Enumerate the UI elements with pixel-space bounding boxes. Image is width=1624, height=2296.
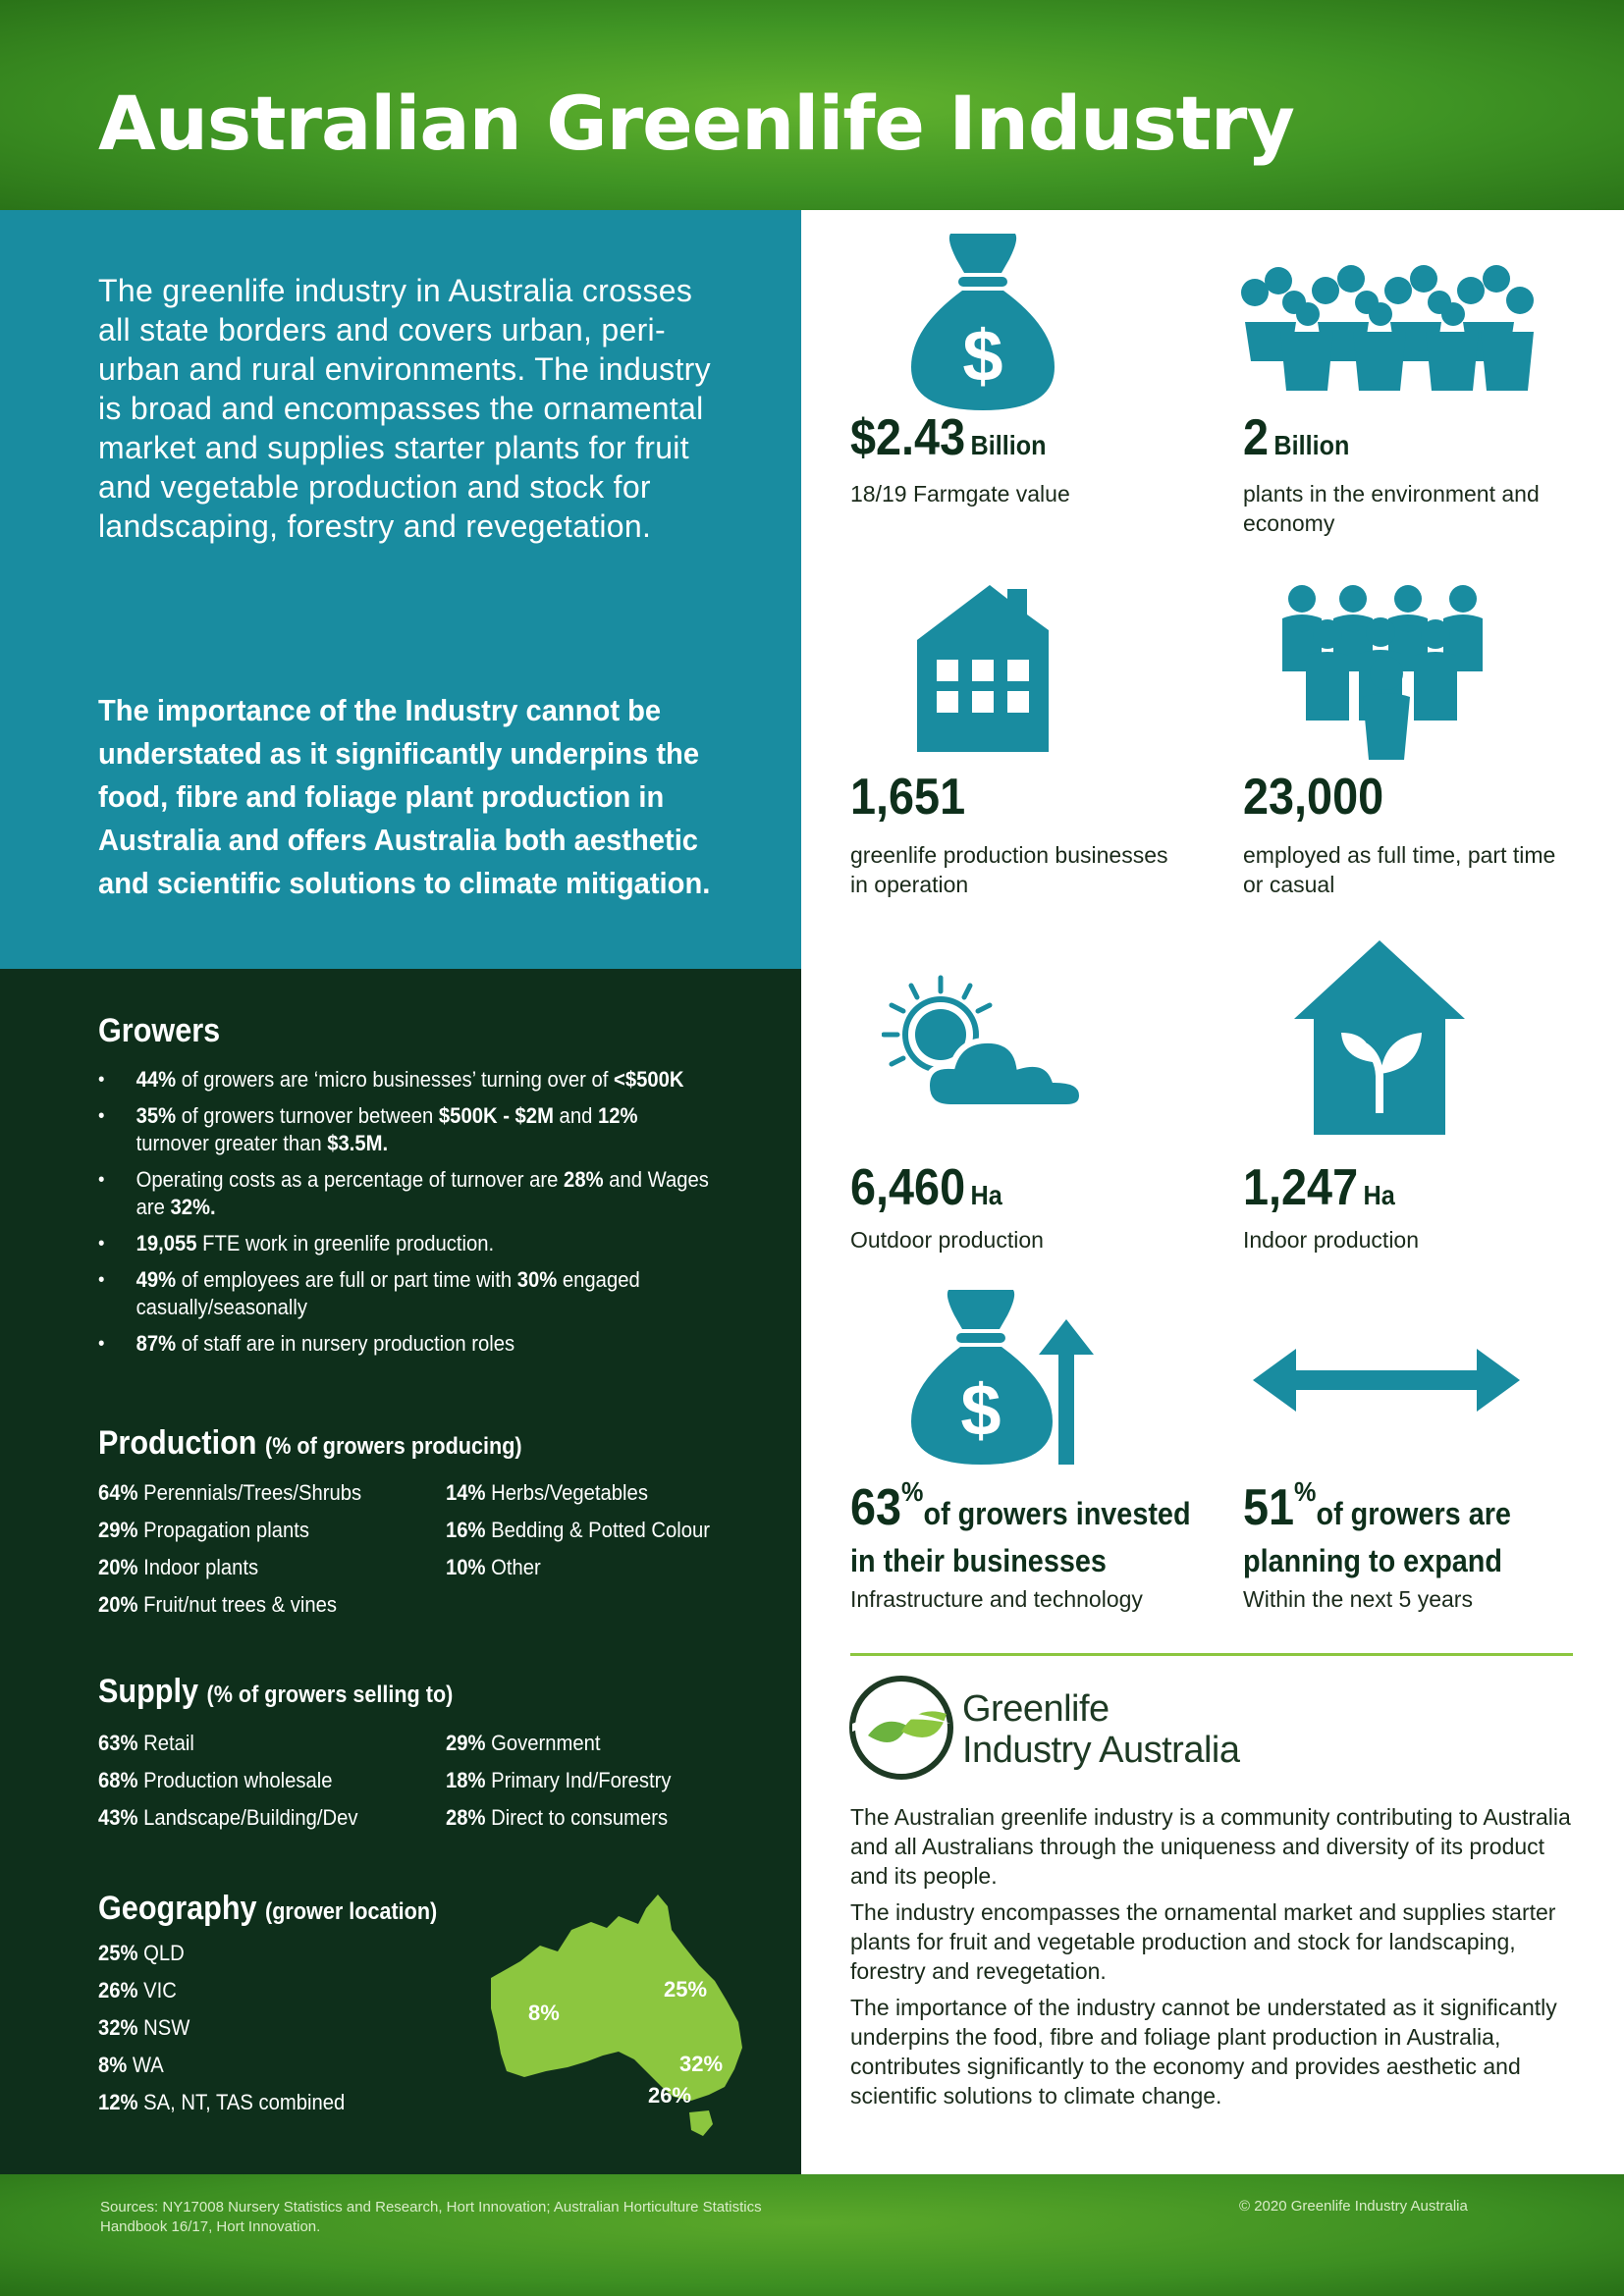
greenlife-logo-icon bbox=[848, 1675, 954, 1781]
list-item: • 44% of growers are ‘micro businesses’ turning over of <$500K bbox=[98, 1066, 713, 1094]
tasmania-shape bbox=[689, 2110, 713, 2136]
svg-text:$: $ bbox=[962, 315, 1003, 397]
list-item: 8% WA bbox=[98, 2053, 164, 2077]
indoor-value: 1,247 Ha bbox=[1243, 1159, 1395, 1216]
list-item: 26% VIC bbox=[98, 1978, 177, 2002]
expand-phrase: planning to expand bbox=[1243, 1543, 1502, 1578]
growers-list bbox=[98, 1066, 766, 1366]
divider bbox=[850, 1653, 1573, 1656]
list-item: 12% SA, NT, TAS combined bbox=[98, 2090, 346, 2114]
supply-title: Supply (% of growers selling to) bbox=[98, 1673, 454, 1710]
intro-panel bbox=[0, 210, 801, 969]
map-label-vic: 26% bbox=[648, 2083, 692, 2108]
map-label-qld: 25% bbox=[664, 1977, 708, 2002]
list-item: 20% Fruit/nut trees & vines bbox=[98, 1592, 338, 1617]
people-group-icon bbox=[1282, 583, 1490, 760]
double-arrow-icon bbox=[1253, 1349, 1520, 1412]
list-item: 20% Indoor plants bbox=[98, 1555, 259, 1579]
employed-desc: employed as full time, part time or casual bbox=[1243, 842, 1556, 897]
employed-value: 23,000 bbox=[1243, 769, 1384, 826]
list-item: 25% QLD bbox=[98, 1941, 185, 1965]
map-label-nsw: 32% bbox=[679, 2052, 724, 2076]
list-item: • 19,055 FTE work in greenlife production. bbox=[98, 1230, 713, 1257]
money-bag-icon bbox=[911, 234, 1055, 410]
list-item: 32% NSW bbox=[98, 2015, 190, 2040]
list-item: • Operating costs as a percentage of turnover are 28% and Wages are 32%. bbox=[98, 1166, 713, 1221]
potted-plants-icon bbox=[1235, 263, 1538, 391]
sun-cloud-icon bbox=[882, 974, 1084, 1111]
farmgate-desc: 18/19 Farmgate value bbox=[850, 481, 1070, 507]
farmgate-value: $2.43 Billion bbox=[850, 409, 1047, 466]
businesses-value: 1,651 bbox=[850, 769, 966, 826]
money-bag-arrow-icon bbox=[911, 1290, 1094, 1465]
about-paragraph: The importance of the industry cannot be understated as it significantly underpins the food, fibre and foliage plant production in Australia, contributes significantly to the economy and provides aesthetic and scientific solutions to climate change. bbox=[850, 1995, 1557, 2109]
invested-value: 63%of growers invested bbox=[850, 1476, 1191, 1536]
copyright-text: © 2020 Greenlife Industry Australia bbox=[1239, 2198, 1468, 2215]
outdoor-value: 6,460 Ha bbox=[850, 1159, 1002, 1216]
list-item: 29% Government bbox=[446, 1731, 601, 1755]
page-title: Australian Greenlife Industry bbox=[98, 80, 1294, 167]
outdoor-desc: Outdoor production bbox=[850, 1227, 1044, 1253]
list-item: 63% Retail bbox=[98, 1731, 194, 1755]
invested-desc: Infrastructure and technology bbox=[850, 1586, 1143, 1612]
list-item: 68% Production wholesale bbox=[98, 1768, 333, 1792]
svg-text:$: $ bbox=[960, 1369, 1001, 1451]
about-paragraph: The industry encompasses the ornamental market and supplies starter plants for fruit and vegetable production and stock for landscaping, forestry and revegetation. bbox=[850, 1899, 1556, 1984]
growers-title: Growers bbox=[98, 1012, 221, 1049]
greenhouse-icon bbox=[1294, 940, 1465, 1135]
footer bbox=[0, 2174, 1624, 2296]
list-item: 18% Primary Ind/Forestry bbox=[446, 1768, 672, 1792]
about-paragraph: The Australian greenlife industry is a community contributing to Australia and all Australians through the uniqueness and diversity of its product and its people. bbox=[850, 1804, 1571, 1889]
sources-text: Sources: NY17008 Nursery Statistics and Research, Hort Innovation; Australian Horticulture Statistics Handbook 16/17, Hort Innovation. bbox=[100, 2199, 762, 2235]
list-item: 64% Perennials/Trees/Shrubs bbox=[98, 1480, 362, 1505]
list-item: • 35% of growers turnover between $500K - $2M and 12% turnover greater than $3.5M. bbox=[98, 1102, 713, 1157]
australia-map bbox=[481, 1895, 756, 2140]
expand-desc: Within the next 5 years bbox=[1243, 1586, 1473, 1612]
list-item: • 87% of staff are in nursery production roles bbox=[98, 1330, 713, 1358]
importance-text: The importance of the Industry cannot be understated as it significantly underpins the food, fibre and foliage plant production in Australia and offers Australia both aesthetic and scientific solutions to climate mitigation. bbox=[98, 693, 711, 900]
map-label-wa: 8% bbox=[528, 2001, 560, 2025]
production-title: Production (% of growers producing) bbox=[98, 1424, 522, 1462]
plants-value: 2 Billion bbox=[1243, 409, 1350, 466]
list-item: 43% Landscape/Building/Dev bbox=[98, 1805, 358, 1830]
building-icon bbox=[917, 585, 1049, 752]
list-item: 14% Herbs/Vegetables bbox=[446, 1480, 648, 1505]
logo-text: Greenlife Industry Australia bbox=[962, 1688, 1240, 1771]
list-item: 16% Bedding & Potted Colour bbox=[446, 1518, 710, 1542]
list-item: 10% Other bbox=[446, 1555, 541, 1579]
invested-phrase: in their businesses bbox=[850, 1543, 1107, 1578]
geography-title: Geography (grower location) bbox=[98, 1890, 438, 1927]
list-item: • 49% of employees are full or part time with 30% engaged casually/seasonally bbox=[98, 1266, 713, 1321]
list-item: 29% Propagation plants bbox=[98, 1518, 309, 1542]
intro-text: The greenlife industry in Australia crosses all state borders and covers urban, peri-urban and rural environments. The industry is broad and encompasses the ornamental market and supplies starter plants for fruit and vegetable production and stock for landscaping, forestry and revegetation. bbox=[98, 273, 711, 544]
indoor-desc: Indoor production bbox=[1243, 1227, 1420, 1253]
list-item: 28% Direct to consumers bbox=[446, 1805, 669, 1830]
businesses-desc: greenlife production businesses in operation bbox=[850, 842, 1168, 897]
plants-desc: plants in the environment and economy bbox=[1243, 481, 1540, 536]
expand-value: 51%of growers are bbox=[1243, 1476, 1511, 1536]
header-banner bbox=[0, 0, 1624, 210]
about-text bbox=[850, 1802, 1577, 2117]
